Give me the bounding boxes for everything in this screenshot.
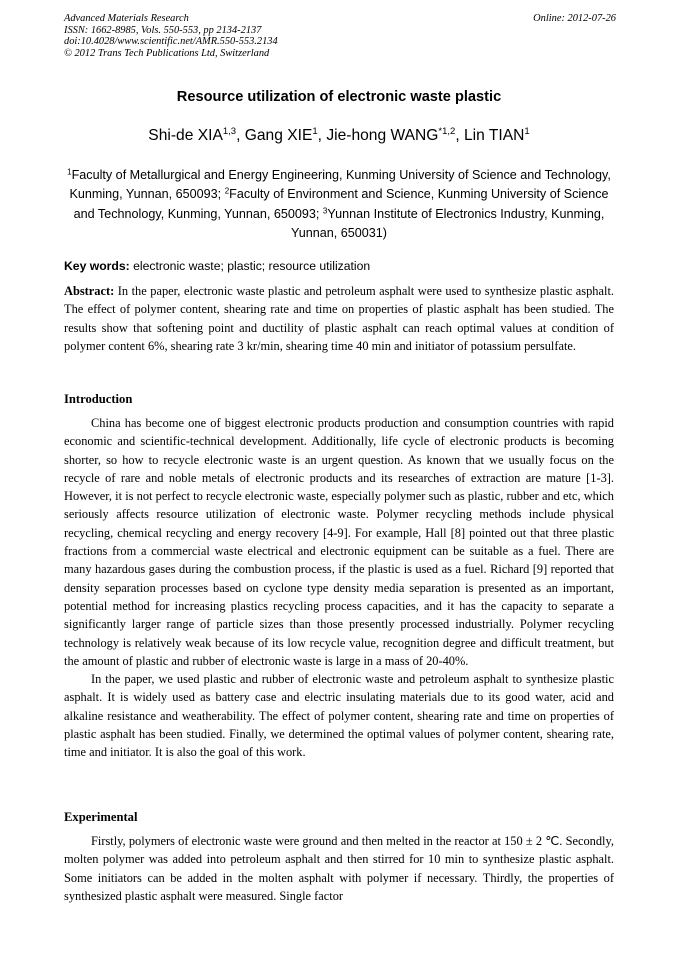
affil-sup: 3 <box>322 206 328 216</box>
keywords <box>64 259 616 273</box>
author-separator: , <box>317 127 327 144</box>
affiliations <box>64 166 614 243</box>
author-affil-sup: 1,3 <box>222 126 237 137</box>
affil-sup: 1 <box>67 167 72 177</box>
author-separator: , <box>236 127 245 144</box>
doi-line: doi:10.4028/www.scientific.net/AMR.550-553.2134 <box>64 36 278 48</box>
running-header <box>64 13 616 59</box>
experimental-body <box>64 832 614 905</box>
affil-text: Yunnan Institute of Electronics Industry, Kunming, Yunnan, 650031) <box>291 206 605 240</box>
author-name: Jie-hong WANG <box>326 127 439 144</box>
abstract <box>64 282 614 355</box>
paper-title: Resource utilization of electronic waste plastic <box>176 89 502 105</box>
experimental-heading: Experimental <box>64 810 138 824</box>
keywords-text: electronic waste; plastic; resource utilization <box>129 259 371 273</box>
author-affil-sup: 1 <box>312 126 318 137</box>
paragraph: Firstly, polymers of electronic waste were ground and then melted in the reactor at 150 ± 2 ℃. Secondly, molten polymer was added into petroleum asphalt and then stirred for 10 min to synthesize plastic asphalt. Some initiators can be added in the molten asphalt with polymer if necessary. Thirdly, the properties of synthesized plastic asphalt were measured. Single factor <box>64 834 614 903</box>
author-name: Shi-de XIA <box>148 127 223 144</box>
author-name: Lin TIAN <box>464 127 525 144</box>
introduction-body <box>64 414 614 762</box>
affil-text: Faculty of Metallurgical and Energy Engineering, Kunming University of Science and Technology, Kunming, Yunnan, 650093; <box>69 168 611 202</box>
online-date: Online: 2012-07-26 <box>533 13 616 24</box>
affil-text: Faculty of Environment and Science, Kunming University of Science and Technology, Kunming, Yunnan, 650093; <box>73 187 609 221</box>
author-affil-sup: 1 <box>524 126 530 137</box>
abstract-text: In the paper, electronic waste plastic and petroleum asphalt were used to synthesize plastic asphalt. The effect of polymer content, shearing rate and time on properties of plastic asphalt has been studied. The results show that softening point and ductility of plastic asphalt can reach optimal values at condition of polymer content 6%, shearing rate 3 kr/min, shearing time 40 min and initiator of potassium persulfate. <box>64 284 614 353</box>
author-separator: , <box>455 127 464 144</box>
introduction-heading: Introduction <box>64 392 133 406</box>
abstract-label: Abstract: <box>64 284 115 298</box>
author-name: Gang XIE <box>244 127 313 144</box>
journal-name: Advanced Materials Research <box>64 13 189 24</box>
issn-line: ISSN: 1662-8985, Vols. 550-553, pp 2134-2137 <box>64 24 262 36</box>
paragraph: In the paper, we used plastic and rubber of electronic waste and petroleum asphalt to synthesize plastic asphalt. It is widely used as battery case and electric insulating materials due to its good water, acid and alkaline resistance and weatherability. The effect of polymer content, shearing rate and time on properties of plastic asphalt has been studied. Finally, we determined the optimal values of polymer content, shearing rate, time and initiator. It is also the goal of this work. <box>64 672 614 760</box>
affil-sup: 2 <box>224 186 230 196</box>
keywords-label: Key words: <box>64 259 130 273</box>
author-list <box>0 127 678 145</box>
copyright-line: © 2012 Trans Tech Publications Ltd, Switzerland <box>64 47 270 59</box>
paragraph: China has become one of biggest electronic products production and consumption countries with rapid economic and scientific-technical development. Additionally, life cycle of electronic products is becoming shorter, so how to recycle electronic waste is an urgent question. As known that we usually focus on the recycle of rare and noble metals of electronic products and its researches of extraction are mature [1-3]. However, it is not perfect to recycle electronic waste, especially polymer such as plastic, rubber and etc, which seriously affects resource utilization of electronic waste. Polymer recycling methods include physical recycling, chemical recycling and energy recovery [4-9]. For example, Hall [8] pointed out that three plastic fractions from a commercial waste electrical and electronic equipment can be suitable as a fuel. There are many hazardous gases during the combustion process, if the plastic is used as a fuel. Richard [9] reported that density separation processes based on cyclone type density media separation is presented as an important, potential method for increasing plastics recycling process capacities, and it has the capacity to separate a significantly larger range of particle sizes than those presently processed industrially. Polymer recycling technology is relatively weak because of its low recycle value, recognition degree and difficult treatment, but the amount of plastic and rubber of electronic waste is large in a mass of 20-40%. <box>64 416 614 668</box>
author-affil-sup: *1,2 <box>438 126 456 137</box>
